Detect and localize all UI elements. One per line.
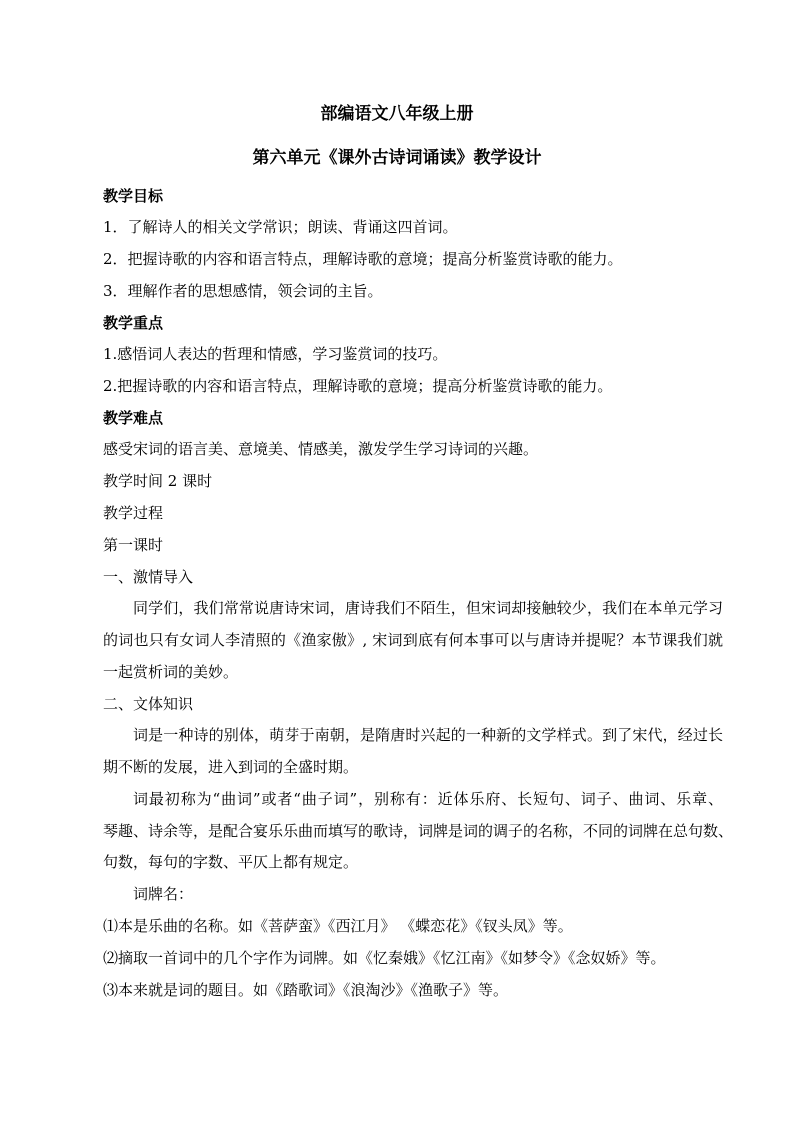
document-subtitle: 第六单元《课外古诗词诵读》教学设计 <box>252 148 542 168</box>
lesson-one-label: 第一课时 <box>103 536 164 554</box>
ci-definition-line: 词最初称为“曲词”或者“曲子词”，别称有：近体乐府、长短句、词子、曲词、乐章、 <box>133 790 723 808</box>
cipai-item: ⑴本是乐曲的名称。如《菩萨蛮》《西江月》 《蝶恋花》《钗头凤》等。 <box>103 917 573 935</box>
ci-definition-line: 句数，每句的字数、平仄上都有规定。 <box>103 853 359 871</box>
document-title: 部编语文八年级上册 <box>320 104 474 124</box>
goal-item: 2．把握诗歌的内容和语言特点，理解诗歌的意境；提高分析鉴赏诗歌的能力。 <box>103 250 623 268</box>
genre-paragraph-line: 词是一种诗的别体，萌芽于南朝，是隋唐时兴起的一种新的文学样式。到了宋代，经过长 <box>133 726 723 744</box>
intro-paragraph-line: 同学们，我们常常说唐诗宋词，唐诗我们不陌生，但宋词却接触较少，我们在本单元学习 <box>133 599 723 617</box>
keypoints-heading: 教学重点 <box>103 314 164 332</box>
section-intro-heading: 一、激情导入 <box>103 568 194 586</box>
difficulties-text: 感受宋词的语言美、意境美、情感美，激发学生学习诗词的兴趣。 <box>103 440 539 458</box>
intro-paragraph-line: 的词也只有女词人李清照的《渔家傲》, 宋词到底有何本事可以与唐诗并提呢？本节课我们就 <box>103 631 723 649</box>
cipai-item: ⑶本来就是词的题目。如《踏歌词》《浪淘沙》《渔歌子》等。 <box>103 981 509 999</box>
keypoint-item: 1.感悟词人表达的哲理和情感，学习鉴赏词的技巧。 <box>103 345 448 363</box>
goal-item: 3．理解作者的思想感情，领会词的主旨。 <box>103 282 383 300</box>
genre-paragraph-line: 期不断的发展，进入到词的全盛时期。 <box>103 758 359 776</box>
cipai-item: ⑵摘取一首词中的几个字作为词牌。如《忆秦娥》《忆江南》《如梦令》《念奴娇》等。 <box>103 949 666 967</box>
teaching-time: 教学时间 2 课时 <box>103 472 213 490</box>
section-genre-heading: 二、文体知识 <box>103 695 194 713</box>
teaching-process: 教学过程 <box>103 504 164 522</box>
cipai-label: 词牌名： <box>133 885 194 903</box>
goals-heading: 教学目标 <box>103 187 164 205</box>
difficulties-heading: 教学难点 <box>103 409 164 427</box>
keypoint-item: 2.把握诗歌的内容和语言特点，理解诗歌的意境；提高分析鉴赏诗歌的能力。 <box>103 377 613 395</box>
goal-item: 1．了解诗人的相关文学常识；朗读、背诵这四首词。 <box>103 218 458 236</box>
ci-definition-line: 琴趣、诗余等，是配合宴乐乐曲而填写的歌诗，词牌是词的调子的名称，不同的词牌在总句数、 <box>103 822 734 840</box>
intro-paragraph-line: 一起赏析词的美妙。 <box>103 663 239 681</box>
